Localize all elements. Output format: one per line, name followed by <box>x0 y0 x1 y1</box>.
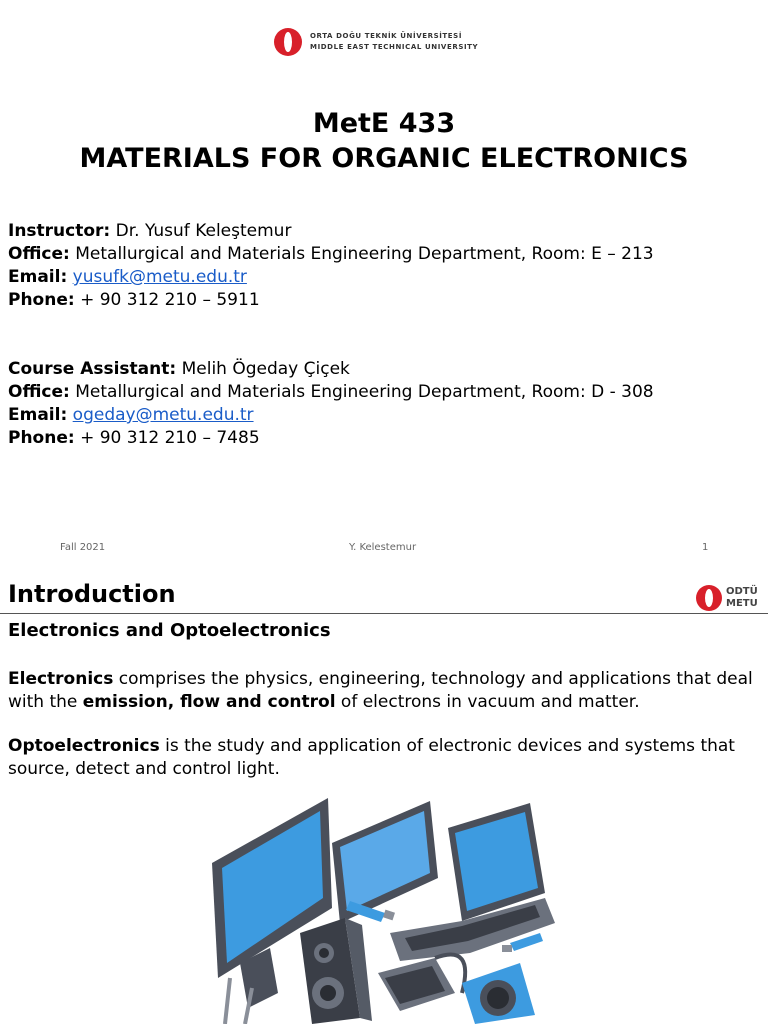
assistant-info <box>8 358 654 450</box>
metu-logo <box>274 28 478 56</box>
instructor-label: Instructor: <box>8 221 111 241</box>
vr-headset-icon <box>378 955 465 1011</box>
assistant-email-row <box>8 404 654 427</box>
electronics-term: Electronics <box>8 669 114 689</box>
optoelectronics-text: is the study and application of electronic devices and systems that source, detect and control light. <box>8 736 735 779</box>
instructor-phone-row <box>8 289 654 312</box>
slide-2 <box>0 568 768 1024</box>
camera-icon <box>462 963 535 1024</box>
assistant-phone-row <box>8 427 654 450</box>
phone-label: Phone: <box>8 428 75 448</box>
metu-logo-small <box>696 585 758 611</box>
tablet-icon <box>332 801 438 923</box>
assistant-email-link[interactable]: ogeday@metu.edu.tr <box>72 405 254 425</box>
electronics-emphasis: emission, flow and control <box>82 692 336 712</box>
electronics-text-2: of electrons in vacuum and matter. <box>335 692 640 712</box>
metu-logo-small-text <box>726 586 758 610</box>
electronics-devices-illustration <box>200 793 560 1024</box>
logo-odtu: ODTÜ <box>726 586 758 597</box>
email-label: Email: <box>8 405 68 425</box>
office-label: Office: <box>8 382 70 402</box>
speaker-icon <box>300 918 372 1024</box>
logo-line-english: MIDDLE EAST TECHNICAL UNIVERSITY <box>310 43 479 51</box>
logo-metu: METU <box>726 598 758 609</box>
instructor-office-row <box>8 243 654 266</box>
footer-term: Fall 2021 <box>60 542 106 553</box>
assistant-phone: + 90 312 210 – 7485 <box>74 428 260 448</box>
electronics-text-1: comprises the physics, engineering, technology and applications that deal with the <box>8 669 753 712</box>
footer-author: Y. Kelestemur <box>349 542 417 553</box>
assistant-name: Melih Ögeday Çiçek <box>176 359 350 379</box>
logo-line-turkish: ORTA DOĞU TEKNİK ÜNİVERSİTESİ <box>310 32 463 40</box>
office-label: Office: <box>8 244 70 264</box>
electronics-definition <box>8 668 766 714</box>
assistant-office-row <box>8 381 654 404</box>
course-code: MetE 433 <box>312 108 456 139</box>
slide-title: Introduction <box>8 580 176 608</box>
metu-emblem-icon <box>274 28 302 56</box>
instructor-info <box>8 220 654 312</box>
instructor-email-link[interactable]: yusufk@metu.edu.tr <box>72 267 247 287</box>
phone-label: Phone: <box>8 290 75 310</box>
instructor-phone: + 90 312 210 – 5911 <box>74 290 260 310</box>
instructor-office: Metallurgical and Materials Engineering Department, Room: E – 213 <box>69 244 654 264</box>
email-label: Email: <box>8 267 68 287</box>
section-subtitle: Electronics and Optoelectronics <box>8 620 331 641</box>
optoelectronics-definition <box>8 735 766 781</box>
assistant-office: Metallurgical and Materials Engineering Department, Room: D - 308 <box>69 382 654 402</box>
optoelectronics-term: Optoelectronics <box>8 736 160 756</box>
course-title: MATERIALS FOR ORGANIC ELECTRONICS <box>79 143 689 174</box>
metu-emblem-icon <box>696 585 722 611</box>
instructor-name: Dr. Yusuf Keleştemur <box>110 221 292 241</box>
assistant-label: Course Assistant: <box>8 359 177 379</box>
assistant-name-row <box>8 358 654 381</box>
footer-page-number: 1 <box>702 542 709 553</box>
title-divider <box>0 613 768 614</box>
instructor-name-row <box>8 220 654 243</box>
metu-logo-text <box>310 31 478 53</box>
instructor-email-row <box>8 266 654 289</box>
